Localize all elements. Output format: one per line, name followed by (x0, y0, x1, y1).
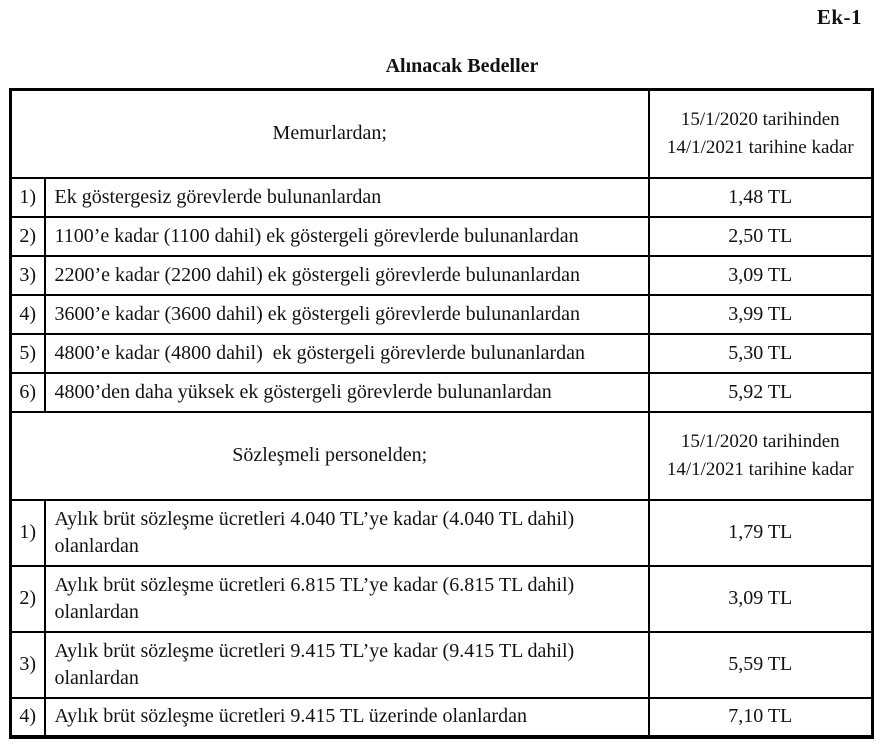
annex-label: Ek-1 (816, 5, 862, 29)
row-number: 4) (11, 698, 45, 737)
row-number: 2) (11, 217, 45, 256)
section-2-date-header-cell (649, 412, 873, 500)
document-title: Alınacak Bedeller (385, 55, 539, 77)
row-number: 1) (11, 500, 45, 566)
date-range-label: 15/1/2020 tarihinden 14/1/2021 tarihine kadar (666, 430, 854, 480)
table-row (11, 632, 873, 698)
table-row (11, 295, 873, 334)
row-value: 2,50 TL (649, 217, 873, 256)
table-row (11, 373, 873, 412)
row-value: 5,30 TL (649, 334, 873, 373)
table-row (11, 500, 873, 566)
row-description: Aylık brüt sözleşme ücretleri 9.415 TL’ye kadar (9.415 TL dahil) olanlardan (45, 632, 649, 698)
table-row (11, 566, 873, 632)
section-1-date-header-cell (649, 90, 873, 178)
row-value: 3,99 TL (649, 295, 873, 334)
row-description: Aylık brüt sözleşme ücretleri 4.040 TL’ye kadar (4.040 TL dahil) olanlardan (45, 500, 649, 566)
row-value: 7,10 TL (649, 698, 873, 737)
section-2-header-row (11, 412, 873, 500)
row-number: 6) (11, 373, 45, 412)
row-value: 3,09 TL (649, 256, 873, 295)
row-number: 4) (11, 295, 45, 334)
row-description: 4800’den daha yüksek ek göstergeli görevlerde bulunanlardan (45, 373, 649, 412)
fees-table (9, 88, 874, 739)
row-number: 2) (11, 566, 45, 632)
row-description: Aylık brüt sözleşme ücretleri 6.815 TL’ye kadar (6.815 TL dahil) olanlardan (45, 566, 649, 632)
table-row (11, 178, 873, 217)
row-value: 1,79 TL (649, 500, 873, 566)
row-number: 3) (11, 256, 45, 295)
section-2-header: Sözleşmeli personelden; (11, 412, 649, 500)
row-value: 1,48 TL (649, 178, 873, 217)
section-1-header-row (11, 90, 873, 178)
row-number: 3) (11, 632, 45, 698)
row-description: Aylık brüt sözleşme ücretleri 9.415 TL üzerinde olanlardan (45, 698, 649, 737)
row-value: 5,59 TL (649, 632, 873, 698)
row-description: 3600’e kadar (3600 dahil) ek göstergeli görevlerde bulunanlardan (45, 295, 649, 334)
table-row (11, 698, 873, 737)
row-description: 4800’e kadar (4800 dahil) ek göstergeli görevlerde bulunanlardan (45, 334, 649, 373)
date-range-label: 15/1/2020 tarihinden 14/1/2021 tarihine kadar (666, 109, 854, 158)
section-1-header: Memurlardan; (11, 90, 649, 178)
row-description: 1100’e kadar (1100 dahil) ek göstergeli görevlerde bulunanlardan (45, 217, 649, 256)
row-description: 2200’e kadar (2200 dahil) ek göstergeli görevlerde bulunanlardan (45, 256, 649, 295)
row-number: 1) (11, 178, 45, 217)
row-value: 5,92 TL (649, 373, 873, 412)
table-row (11, 334, 873, 373)
table-row (11, 256, 873, 295)
row-description: Ek göstergesiz görevlerde bulunanlardan (45, 178, 649, 217)
table-row (11, 217, 873, 256)
row-number: 5) (11, 334, 45, 373)
row-value: 3,09 TL (649, 566, 873, 632)
